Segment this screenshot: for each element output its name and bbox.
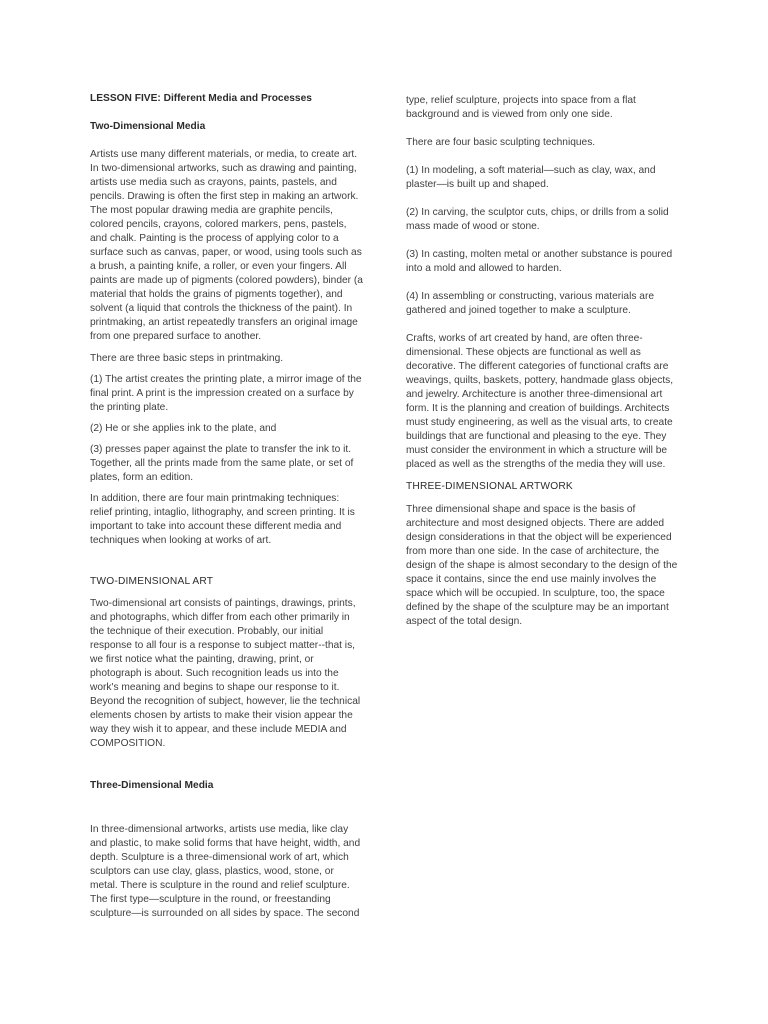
left-column [90, 92, 368, 921]
paragraph-relief-sculpture-continued: type, relief sculpture, projects into space from a flat background and is viewed from only one side. [406, 95, 636, 120]
sculpting-technique-4: (4) In assembling or constructing, various materials are gathered and joined together to make a sculpture. [406, 291, 654, 316]
section-heading-two-dimensional-media: Two-Dimensional Media [90, 121, 206, 132]
sculpting-technique-2: (2) In carving, the sculptor cuts, chips, or drills from a solid mass made of wood or stone. [406, 207, 669, 232]
paragraph-three-dimensional-media: In three-dimensional artworks, artists use media, like clay and plastic, to make solid forms that have height, width, and depth. Sculpture is a three-dimensional work of art, which sculptors can use clay, glass, plastics, wood, stone, or metal. There is sculpture in the round and relief sculpture. The first type—sculpture in the round, or freestanding sculpture—is surrounded on all sides by space. The second [90, 824, 361, 919]
sculpting-technique-3: (3) In casting, molten metal or another substance is poured into a mold and allowed to harden. [406, 249, 673, 274]
page-title: LESSON FIVE: Different Media and Processes [90, 93, 312, 104]
section-heading-three-dimensional-media: Three-Dimensional Media [90, 780, 214, 791]
paragraph-crafts-architecture: Crafts, works of art created by hand, are often three- dimensional. These objects are functional as well as decorative. The different categories of functional crafts are weavings, quilts, baskets, pottery, handmade glass objects, and jewelry. Architecture is another three-dimensional art form. It is the planning and creation of buildings. Architects must study engineering, as well as the visual arts, to create buildings that are functional and pleasing to the eye. They must consider the environment in which a structure will be placed as well as the strengths of the media they will use. [406, 333, 674, 470]
printmaking-step-3: (3) presses paper against the plate to transfer the ink to it. Together, all the prints made from the same plate, or set of plates, form an edition. [90, 444, 354, 483]
paragraph-two-dimensional-art: Two-dimensional art consists of paintings, drawings, prints, and photographs, which differ from each other primarily in the technique of their execution. Probably, our initial response to all four is a response to subject matter--that is, we first notice what the painting, drawing, print, or photograph is about. Such recognition leads us into the work's meaning and begins to shape our response to it. Beyond the recognition of subject, however, lie the technical elements chosen by artists to make their vision appear the way they wish it to appear, and these include MEDIA and COMPOSITION. [90, 598, 361, 749]
printmaking-step-2: (2) He or she applies ink to the plate, and [90, 423, 277, 434]
paragraph-printmaking-techniques: In addition, there are four main printmaking techniques: relief printing, intaglio, lithography, and screen printing. It is important to take into account these different media and techniques when looking at works of art. [90, 493, 355, 546]
sculpting-technique-1: (1) In modeling, a soft material—such as clay, wax, and plaster—is built up and shaped. [406, 165, 656, 190]
section-heading-three-dimensional-artwork: THREE-DIMENSIONAL ARTWORK [406, 481, 573, 492]
paragraph-printmaking-steps-intro: There are three basic steps in printmaking. [90, 353, 284, 364]
paragraph-three-dimensional-artwork: Three dimensional shape and space is the basis of architecture and most designed objects. There are added design considerations in that the object will be experienced from more than one side. In the case of architecture, the design of the shape is almost secondary to the design of the space it contains, since the end use mainly involves the space which will be occupied. In sculpture, too, the space defined by the shape of the sculpture may be an important aspect of the total design. [406, 504, 678, 627]
right-column [406, 94, 678, 629]
paragraph-sculpting-techniques-intro: There are four basic sculpting techniques. [406, 137, 596, 148]
section-heading-two-dimensional-art: TWO-DIMENSIONAL ART [90, 576, 214, 587]
printmaking-step-1: (1) The artist creates the printing plate, a mirror image of the final print. A print is the impression created on a surface by the printing plate. [90, 374, 362, 413]
paragraph-two-dimensional-media: Artists use many different materials, or media, to create art. In two-dimensional artworks, such as drawing and painting, artists use media such as crayons, paints, pastels, and pencils. Drawing is often the first step in making an artwork. The most popular drawing media are graphite pencils, colored pencils, crayons, colored markers, pens, pastels, and chalk. Painting is the process of applying color to a surface such as canvas, paper, or wood, using tools such as a brush, a painting knife, a roller, or even your fingers. All paints are made up of pigments (colored powders), binder (a material that holds the grains of pigments together), and solvent (a liquid that controls the thickness of the paint). In printmaking, an artist repeatedly transfers an original image from one prepared surface to another. [90, 149, 363, 342]
